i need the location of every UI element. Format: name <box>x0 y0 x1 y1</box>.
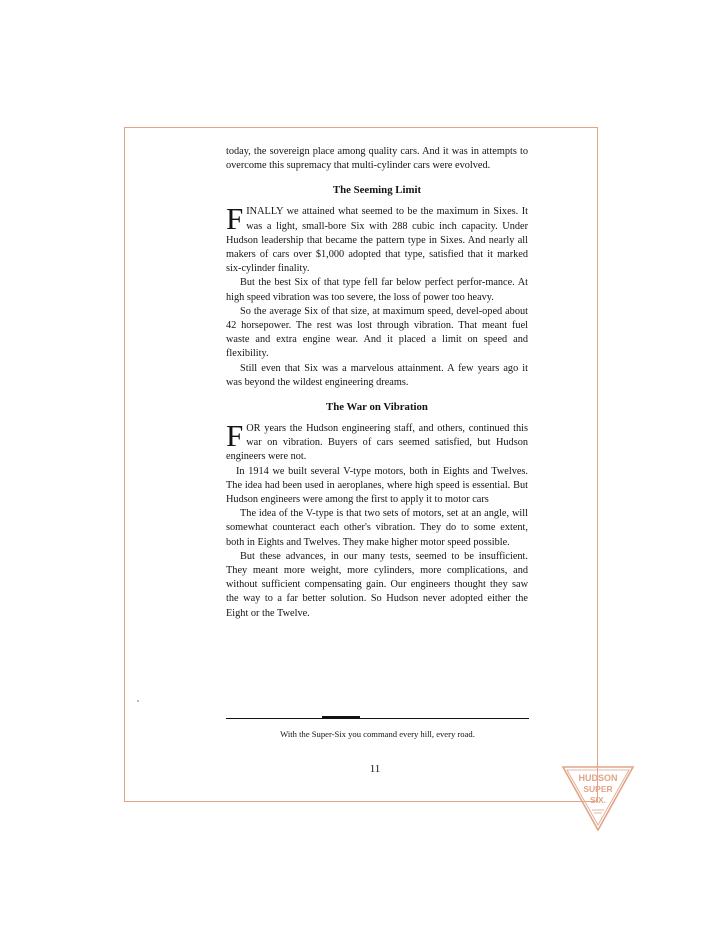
section2-paragraph-3: The idea of the V-type is that two sets of motors, set at an angle, will somewhat counteract each other's vibration. They do to some extent, both in Eights and Twelves. They make higher motor speed possible. <box>226 508 528 548</box>
hudson-super-six-logo-icon <box>561 764 635 832</box>
scan-speck <box>137 700 139 702</box>
drop-cap-letter: F <box>226 201 244 237</box>
section2-lead-paragraph <box>226 418 528 465</box>
section1-lead-text: INALLY we attained what seemed to be the maximum in Sixes. It was a light, small-bore Six with 288 cubic inch capacity. Under Hudson leadership that became the pattern type in Sixes. And nearly all makers of cars over $1,000 adopted that type, satisfied that it marked six-cylinder finality. <box>226 206 528 275</box>
section1-paragraph-4: Still even that Six was a marvelous attainment. A few years ago it was beyond the wildest engineering dreams. <box>226 362 528 388</box>
section1-paragraph-3: So the average Six of that size, at maximum speed, devel-oped about 42 horsepower. The rest was lost through vibration. That meant fuel waste and extra engine wear. And it placed a limit on speed and flexibility. <box>226 305 528 360</box>
section-heading-seeming-limit: The Seeming Limit <box>332 184 422 197</box>
article-body <box>226 145 528 621</box>
intro-paragraph: today, the sovereign place among quality cars. And it was in attempts to overcome this supremacy that multi-cylinder cars were evolved. <box>226 146 528 172</box>
caption-rule-thin <box>226 718 529 719</box>
caption-rule-thick <box>322 716 360 718</box>
caption-text: With the Super-Six you command every hill, every road. <box>280 729 475 739</box>
logo-line-2: SUPER <box>583 784 613 794</box>
caption-rule <box>226 718 529 719</box>
section1-lead-paragraph <box>226 201 528 276</box>
section-heading-war-on-vibration: The War on Vibration <box>326 401 428 414</box>
drop-cap-letter: F <box>226 418 244 454</box>
logo-line-3: SIX. <box>589 795 607 805</box>
section2-lead-text: OR years the Hudson engineering staff, and others, continued this war on vibration. Buyers of cars seemed satisfied, but Hudson engineers were not. <box>226 423 528 463</box>
page-number: 11 <box>369 763 381 775</box>
logo-line-1: HUDSON <box>578 773 618 783</box>
section2-paragraph-4: But these advances, in our many tests, seemed to be insufficient. They meant more weight, more cylinders, more complications, and without sufficient compensating gain. Our engineers thought they saw the way to a far better solution. So Hudson never adopted either the Eight or the Twelve. <box>226 550 528 619</box>
section2-paragraph-2: In 1914 we built several V-type motors, both in Eights and Twelves. The idea had been used in aeroplanes, where high speed is essential. But Hudson engineers were among the first to apply it to motor cars <box>226 465 528 506</box>
section1-paragraph-2: But the best Six of that type fell far below perfect perfor-mance. At high speed vibration was too severe, the loss of power too heavy. <box>226 277 528 303</box>
